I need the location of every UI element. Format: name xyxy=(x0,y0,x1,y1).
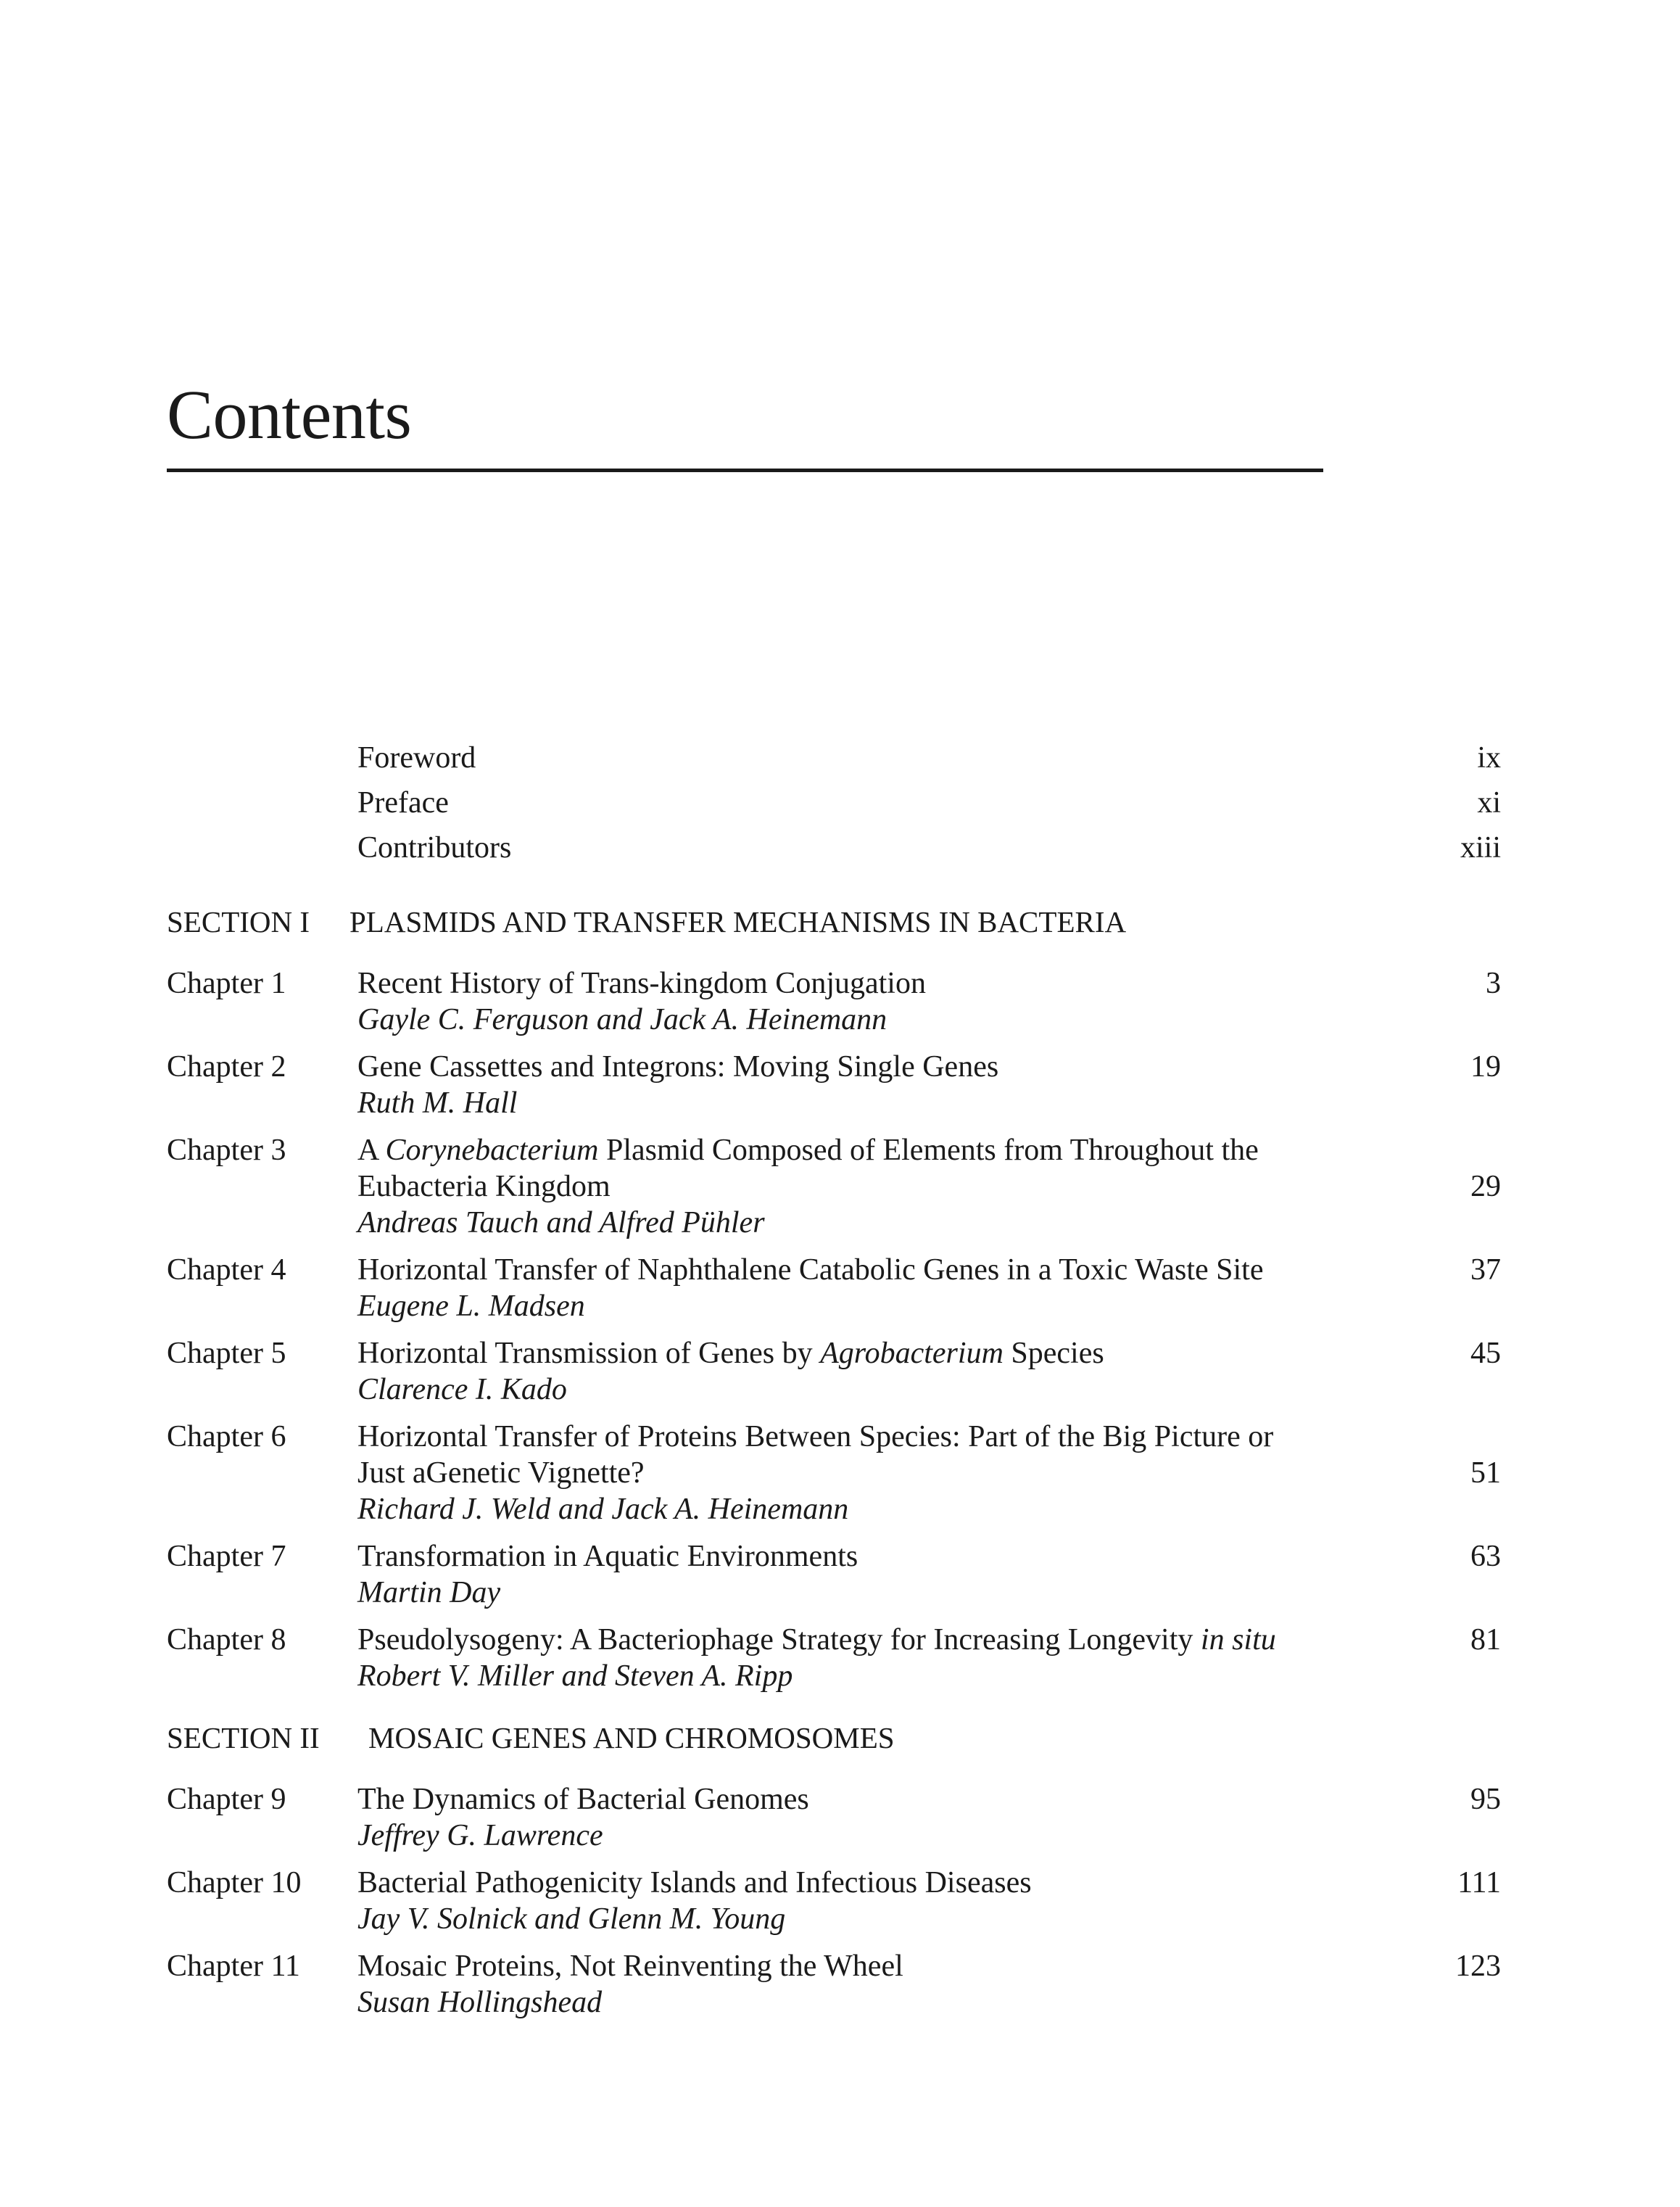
chapter-label: Chapter 6 xyxy=(167,1420,286,1453)
front-matter-label: Foreword xyxy=(357,741,476,775)
chapter-authors: Jeffrey G. Lawrence xyxy=(357,1819,603,1852)
section-title: MOSAIC GENES AND CHROMOSOMES xyxy=(368,1721,895,1754)
chapter-label: Chapter 5 xyxy=(167,1337,286,1370)
chapter-page-number: 45 xyxy=(1470,1337,1501,1370)
chapter-title-line xyxy=(357,1455,1380,1491)
chapter-authors: Martin Day xyxy=(357,1576,501,1609)
chapter-label: Chapter 9 xyxy=(167,1783,286,1816)
chapter-title-text: A xyxy=(357,1134,386,1167)
chapter-page-number: 81 xyxy=(1470,1623,1501,1657)
chapter-title-line xyxy=(357,1538,1380,1575)
chapter-page-number: 19 xyxy=(1470,1050,1501,1084)
chapter-title-line xyxy=(357,1948,1380,1984)
chapter-label: Chapter 4 xyxy=(167,1253,286,1287)
chapter-body xyxy=(357,1948,1380,2021)
chapter-title-text: Horizontal Transfer of Naphthalene Catabolic Genes in a Toxic Waste Site xyxy=(357,1253,1264,1287)
chapter-body xyxy=(357,1622,1380,1694)
chapter-authors: Richard J. Weld and Jack A. Heinemann xyxy=(357,1493,849,1526)
chapter-title-line xyxy=(357,1252,1380,1288)
chapter-page-number: 95 xyxy=(1470,1783,1501,1816)
chapter-title-text: Just aGenetic Vignette? xyxy=(357,1456,645,1490)
chapter-title-text: The Dynamics of Bacterial Genomes xyxy=(357,1783,809,1816)
chapter-label: Chapter 11 xyxy=(167,1950,300,1983)
chapter-title-line xyxy=(357,1781,1380,1818)
chapter-title-italic: in situ xyxy=(1200,1623,1276,1657)
section-title: PLASMIDS AND TRANSFER MECHANISMS IN BACTERIA xyxy=(349,905,1127,939)
chapter-title-line xyxy=(357,1622,1380,1658)
chapter-title-text: Plasmid Composed of Elements from Throughout the xyxy=(598,1134,1259,1167)
section-heading xyxy=(167,1716,895,1760)
chapter-label: Chapter 10 xyxy=(167,1866,302,1899)
chapter-title-italic: Agrobacterium xyxy=(820,1337,1004,1370)
chapter-authors: Jay V. Solnick and Glenn M. Young xyxy=(357,1902,786,1936)
front-matter-page: ix xyxy=(1477,741,1501,775)
chapter-authors: Susan Hollingshead xyxy=(357,1986,603,2019)
chapter-authors: Robert V. Miller and Steven A. Ripp xyxy=(357,1659,793,1693)
chapter-body xyxy=(357,1335,1380,1408)
chapter-page-number: 51 xyxy=(1470,1456,1501,1490)
section-label: SECTION I xyxy=(167,905,310,939)
front-matter-row[interactable] xyxy=(0,781,1680,825)
front-matter-row[interactable] xyxy=(0,736,1680,780)
front-matter-row[interactable] xyxy=(0,826,1680,870)
front-matter-label: Contributors xyxy=(357,831,512,865)
chapter-title-text: Gene Cassettes and Integrons: Moving Single Genes xyxy=(357,1050,999,1084)
chapter-label: Chapter 3 xyxy=(167,1134,286,1167)
chapter-authors: Eugene L. Madsen xyxy=(357,1290,585,1323)
page-title: Contents xyxy=(167,376,412,453)
chapter-title-line xyxy=(357,1168,1380,1205)
chapter-title-text: Eubacteria Kingdom xyxy=(357,1170,611,1203)
chapter-authors: Andreas Tauch and Alfred Pühler xyxy=(357,1206,765,1239)
front-matter-page: xi xyxy=(1477,786,1501,820)
chapter-title-text: Recent History of Trans-kingdom Conjugation xyxy=(357,967,926,1000)
chapter-page-number: 123 xyxy=(1455,1950,1501,1983)
chapter-title-line xyxy=(357,1865,1380,1901)
chapter-title-text: Pseudolysogeny: A Bacteriophage Strategy for Increasing Longevity xyxy=(357,1623,1201,1657)
chapter-label: Chapter 2 xyxy=(167,1050,286,1084)
chapter-title-text: Horizontal Transmission of Genes by xyxy=(357,1337,821,1370)
chapter-title-text: Bacterial Pathogenicity Islands and Infectious Diseases xyxy=(357,1866,1032,1899)
chapter-title-text: Species xyxy=(1003,1337,1104,1370)
chapter-authors: Ruth M. Hall xyxy=(357,1086,518,1120)
chapter-page-number: 111 xyxy=(1457,1866,1501,1899)
title-rule xyxy=(167,469,1323,472)
chapter-title-text: Horizontal Transfer of Proteins Between Species: Part of the Big Picture or xyxy=(357,1420,1274,1453)
chapter-body xyxy=(357,1049,1380,1121)
chapter-body xyxy=(357,1865,1380,1937)
chapter-title-line xyxy=(357,1335,1380,1371)
chapter-body xyxy=(357,1781,1380,1854)
chapter-title-text: Mosaic Proteins, Not Reinventing the Wheel xyxy=(357,1950,903,1983)
chapter-body xyxy=(357,1252,1380,1324)
front-matter-label: Preface xyxy=(357,786,449,820)
chapter-page-number: 37 xyxy=(1470,1253,1501,1287)
chapter-label: Chapter 8 xyxy=(167,1623,286,1657)
front-matter-page: xiii xyxy=(1460,831,1501,865)
chapter-body xyxy=(357,1132,1380,1241)
chapter-page-number: 63 xyxy=(1470,1540,1501,1573)
chapter-body xyxy=(357,1419,1380,1527)
chapter-title-text: Transformation in Aquatic Environments xyxy=(357,1540,858,1573)
chapter-body xyxy=(357,965,1380,1038)
chapter-body xyxy=(357,1538,1380,1611)
chapter-label: Chapter 7 xyxy=(167,1540,286,1573)
chapter-title-line xyxy=(357,965,1380,1002)
chapter-title-italic: Corynebacterium xyxy=(385,1134,599,1167)
chapter-page-number: 29 xyxy=(1470,1170,1501,1203)
section-heading xyxy=(167,900,1127,944)
section-label: SECTION II xyxy=(167,1721,320,1754)
chapter-title-line xyxy=(357,1049,1380,1085)
chapter-label: Chapter 1 xyxy=(167,967,286,1000)
chapter-authors: Clarence I. Kado xyxy=(357,1373,567,1406)
chapter-title-line xyxy=(357,1419,1380,1455)
chapter-title-line xyxy=(357,1132,1380,1168)
chapter-page-number: 3 xyxy=(1486,967,1501,1000)
chapter-authors: Gayle C. Ferguson and Jack A. Heinemann xyxy=(357,1003,887,1036)
